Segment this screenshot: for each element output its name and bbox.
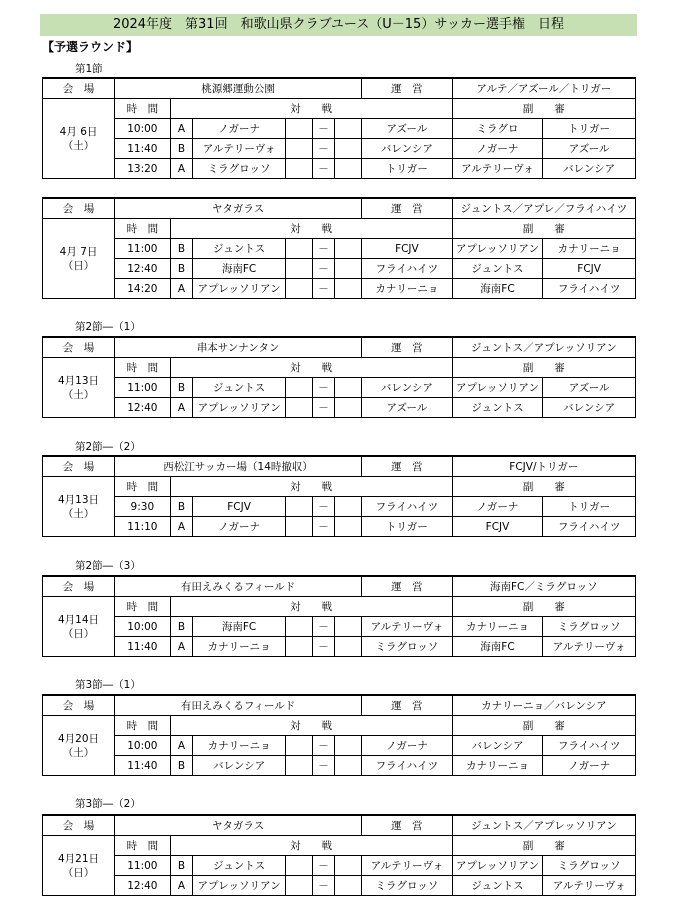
referee-1: ミラグロ	[452, 119, 543, 139]
time-header: 時 間	[115, 836, 171, 856]
versus-dash: －	[312, 497, 335, 517]
versus-dash: －	[312, 856, 335, 876]
group-label: A	[170, 119, 193, 139]
column-header-row	[43, 219, 636, 239]
management-label: 運 営	[362, 337, 453, 358]
referee-2: カナリーニョ	[543, 239, 636, 259]
referee-2: ミラグロッソ	[543, 617, 636, 637]
referee-header: 副 審	[452, 99, 635, 119]
blank-cell	[335, 617, 362, 637]
referee-1: ノガーナ	[452, 497, 543, 517]
table-row	[43, 239, 636, 259]
management-name: FCJV/トリガー	[452, 456, 635, 477]
versus-dash: －	[312, 279, 335, 299]
away-team: アズール	[362, 119, 453, 139]
blank-cell	[285, 259, 312, 279]
referee-header: 副 審	[452, 716, 635, 736]
match-time: 12:40	[115, 876, 171, 896]
versus-dash: －	[312, 378, 335, 398]
match-time: 11:40	[115, 637, 171, 657]
home-team: アプレッソリアン	[193, 398, 286, 418]
match-time: 14:20	[115, 279, 171, 299]
home-team: 海南FC	[193, 259, 286, 279]
match-header: 対 戦	[170, 477, 452, 497]
venue-name: 串本サンナンタン	[115, 337, 362, 358]
referee-2: トリガー	[543, 119, 636, 139]
away-team: フライハイツ	[362, 756, 453, 776]
venue-row	[43, 695, 636, 716]
column-header-row	[43, 597, 636, 617]
date-label: 4月14日	[58, 613, 100, 626]
table-row	[43, 856, 636, 876]
column-header-row	[43, 716, 636, 736]
blank-cell	[285, 398, 312, 418]
home-team: バレンシア	[193, 756, 286, 776]
referee-2: アズール	[543, 378, 636, 398]
group-label: B	[170, 497, 193, 517]
referee-2: ノガーナ	[543, 756, 636, 776]
management-name: アルテ／アズール／トリガー	[452, 78, 635, 99]
round-table	[42, 814, 636, 896]
management-name: カナリーニョ／バレンシア	[452, 695, 635, 716]
venue-row	[43, 576, 636, 597]
venue-name: 有田えみくるフィールド	[115, 695, 362, 716]
management-label: 運 営	[362, 78, 453, 99]
venue-name: 有田えみくるフィールド	[115, 576, 362, 597]
versus-dash: －	[312, 876, 335, 896]
away-team: フライハイツ	[362, 497, 453, 517]
blank-cell	[335, 139, 362, 159]
weekday-label: （日）	[62, 259, 95, 272]
referee-1: ジュントス	[452, 259, 543, 279]
match-header: 対 戦	[170, 358, 452, 378]
match-time: 10:00	[115, 617, 171, 637]
management-name: ジュントス／アプレッソリアン	[452, 337, 635, 358]
blank-cell	[335, 159, 362, 179]
group-label: B	[170, 756, 193, 776]
group-label: B	[170, 856, 193, 876]
group-label: A	[170, 637, 193, 657]
referee-2: フライハイツ	[543, 279, 636, 299]
match-time: 11:00	[115, 239, 171, 259]
away-team: アズール	[362, 398, 453, 418]
venue-name: 西松江サッカー場（14時撤収）	[115, 456, 362, 477]
blank-cell	[335, 637, 362, 657]
referee-1: バレンシア	[452, 736, 543, 756]
away-team: ミラグロッソ	[362, 876, 453, 896]
match-time: 12:40	[115, 398, 171, 418]
blank-cell	[335, 279, 362, 299]
referee-2: バレンシア	[543, 159, 636, 179]
referee-header: 副 審	[452, 477, 635, 497]
round-table	[42, 77, 636, 179]
venue-name: 桃源郷運動公園	[115, 78, 362, 99]
round-label: 第2節―（3）	[75, 560, 141, 572]
match-time: 12:40	[115, 259, 171, 279]
home-team: ジュントス	[193, 856, 286, 876]
round-label: 第2節―（2）	[75, 441, 141, 453]
away-team: カナリーニョ	[362, 279, 453, 299]
date-label: 4月13日	[58, 374, 100, 387]
venue-label: 会 場	[43, 576, 115, 597]
match-date	[43, 358, 115, 418]
round-label: 第1節	[75, 63, 103, 75]
table-row	[43, 159, 636, 179]
match-time: 13:20	[115, 159, 171, 179]
blank-cell	[335, 497, 362, 517]
blank-cell	[285, 239, 312, 259]
away-team: FCJV	[362, 239, 453, 259]
away-team: ミラグロッソ	[362, 637, 453, 657]
blank-cell	[335, 378, 362, 398]
group-label: B	[170, 139, 193, 159]
round-label: 第2節―（1）	[75, 321, 141, 333]
referee-2: ミラグロッソ	[543, 856, 636, 876]
table-row	[43, 736, 636, 756]
match-time: 11:40	[115, 139, 171, 159]
referee-1: アプレッソリアン	[452, 239, 543, 259]
match-time: 11:10	[115, 517, 171, 537]
away-team: バレンシア	[362, 139, 453, 159]
column-header-row	[43, 477, 636, 497]
home-team: カナリーニョ	[193, 736, 286, 756]
home-team: ミラグロッソ	[193, 159, 286, 179]
referee-1: 海南FC	[452, 637, 543, 657]
versus-dash: －	[312, 239, 335, 259]
table-row	[43, 119, 636, 139]
table-row	[43, 497, 636, 517]
venue-label: 会 場	[43, 815, 115, 836]
group-label: A	[170, 398, 193, 418]
time-header: 時 間	[115, 99, 171, 119]
match-header: 対 戦	[170, 836, 452, 856]
versus-dash: －	[312, 756, 335, 776]
group-label: A	[170, 517, 193, 537]
time-header: 時 間	[115, 716, 171, 736]
table-row	[43, 398, 636, 418]
blank-cell	[335, 398, 362, 418]
match-time: 10:00	[115, 736, 171, 756]
management-name: 海南FC／ミラグロッソ	[452, 576, 635, 597]
weekday-label: （土）	[62, 139, 95, 152]
versus-dash: －	[312, 617, 335, 637]
section-heading: 【予選ラウンド】	[42, 40, 139, 54]
versus-dash: －	[312, 119, 335, 139]
group-label: A	[170, 279, 193, 299]
away-team: ノガーナ	[362, 736, 453, 756]
table-row	[43, 517, 636, 537]
home-team: ノガーナ	[193, 517, 286, 537]
referee-1: カナリーニョ	[452, 756, 543, 776]
venue-name: ヤタガラス	[115, 198, 362, 219]
date-label: 4月13日	[58, 493, 100, 506]
referee-2: フライハイツ	[543, 736, 636, 756]
venue-row	[43, 337, 636, 358]
home-team: ジュントス	[193, 378, 286, 398]
referee-1: アプレッソリアン	[452, 856, 543, 876]
blank-cell	[335, 756, 362, 776]
round-table	[42, 197, 636, 299]
referee-1: 海南FC	[452, 279, 543, 299]
blank-cell	[335, 119, 362, 139]
column-header-row	[43, 99, 636, 119]
column-header-row	[43, 358, 636, 378]
venue-row	[43, 78, 636, 99]
match-time: 11:00	[115, 378, 171, 398]
venue-label: 会 場	[43, 456, 115, 477]
blank-cell	[285, 119, 312, 139]
referee-header: 副 審	[452, 836, 635, 856]
referee-1: ジュントス	[452, 398, 543, 418]
venue-label: 会 場	[43, 337, 115, 358]
venue-row	[43, 815, 636, 836]
referee-header: 副 審	[452, 358, 635, 378]
management-name: ジュントス／アプレ／フライハイツ	[452, 198, 635, 219]
date-label: 4月21日	[58, 852, 100, 865]
away-team: アルテリーヴォ	[362, 617, 453, 637]
time-header: 時 間	[115, 219, 171, 239]
weekday-label: （土）	[62, 507, 95, 520]
page-title: 2024年度 第31回 和歌山県クラブユース（U－15）サッカー選手権 日程	[40, 14, 637, 36]
referee-1: アプレッソリアン	[452, 378, 543, 398]
table-row	[43, 378, 636, 398]
date-label: 4月20日	[58, 732, 100, 745]
home-team: 海南FC	[193, 617, 286, 637]
referee-1: カナリーニョ	[452, 617, 543, 637]
match-header: 対 戦	[170, 99, 452, 119]
match-date	[43, 219, 115, 299]
blank-cell	[285, 378, 312, 398]
group-label: B	[170, 617, 193, 637]
weekday-label: （日）	[62, 866, 95, 879]
column-header-row	[43, 836, 636, 856]
venue-name: ヤタガラス	[115, 815, 362, 836]
time-header: 時 間	[115, 477, 171, 497]
referee-2: フライハイツ	[543, 517, 636, 537]
management-label: 運 営	[362, 198, 453, 219]
match-date	[43, 716, 115, 776]
versus-dash: －	[312, 398, 335, 418]
blank-cell	[285, 856, 312, 876]
referee-header: 副 審	[452, 219, 635, 239]
date-label: 4月 7日	[59, 245, 98, 258]
group-label: A	[170, 736, 193, 756]
blank-cell	[285, 876, 312, 896]
round-table	[42, 336, 636, 418]
venue-label: 会 場	[43, 78, 115, 99]
match-time: 9:30	[115, 497, 171, 517]
round-table	[42, 694, 636, 776]
blank-cell	[285, 159, 312, 179]
group-label: A	[170, 876, 193, 896]
table-row	[43, 756, 636, 776]
weekday-label: （土）	[62, 388, 95, 401]
management-label: 運 営	[362, 456, 453, 477]
home-team: アプレッソリアン	[193, 279, 286, 299]
away-team: トリガー	[362, 517, 453, 537]
referee-header: 副 審	[452, 597, 635, 617]
away-team: アルテリーヴォ	[362, 856, 453, 876]
management-label: 運 営	[362, 815, 453, 836]
blank-cell	[285, 637, 312, 657]
blank-cell	[335, 856, 362, 876]
round-label: 第3節―（2）	[75, 798, 141, 810]
time-header: 時 間	[115, 597, 171, 617]
versus-dash: －	[312, 139, 335, 159]
weekday-label: （日）	[62, 627, 95, 640]
home-team: アルテリーヴォ	[193, 139, 286, 159]
blank-cell	[285, 497, 312, 517]
blank-cell	[285, 279, 312, 299]
blank-cell	[335, 239, 362, 259]
away-team: フライハイツ	[362, 259, 453, 279]
versus-dash: －	[312, 159, 335, 179]
home-team: ジュントス	[193, 239, 286, 259]
table-row	[43, 279, 636, 299]
table-row	[43, 637, 636, 657]
match-header: 対 戦	[170, 597, 452, 617]
management-label: 運 営	[362, 576, 453, 597]
blank-cell	[335, 517, 362, 537]
referee-2: アルテリーヴォ	[543, 876, 636, 896]
blank-cell	[285, 139, 312, 159]
round-table	[42, 575, 636, 657]
blank-cell	[335, 876, 362, 896]
table-row	[43, 876, 636, 896]
blank-cell	[285, 756, 312, 776]
blank-cell	[335, 259, 362, 279]
venue-row	[43, 198, 636, 219]
date-label: 4月 6日	[59, 125, 98, 138]
round-table	[42, 455, 636, 537]
blank-cell	[285, 517, 312, 537]
table-row	[43, 139, 636, 159]
home-team: FCJV	[193, 497, 286, 517]
versus-dash: －	[312, 517, 335, 537]
group-label: B	[170, 239, 193, 259]
match-date	[43, 597, 115, 657]
blank-cell	[285, 736, 312, 756]
away-team: バレンシア	[362, 378, 453, 398]
group-label: B	[170, 378, 193, 398]
match-time: 10:00	[115, 119, 171, 139]
match-time: 11:00	[115, 856, 171, 876]
away-team: トリガー	[362, 159, 453, 179]
match-date	[43, 477, 115, 537]
referee-1: アルテリーヴォ	[452, 159, 543, 179]
versus-dash: －	[312, 259, 335, 279]
match-header: 対 戦	[170, 716, 452, 736]
table-row	[43, 617, 636, 637]
referee-2: アズール	[543, 139, 636, 159]
blank-cell	[285, 617, 312, 637]
versus-dash: －	[312, 637, 335, 657]
home-team: カナリーニョ	[193, 637, 286, 657]
match-date	[43, 836, 115, 896]
versus-dash: －	[312, 736, 335, 756]
referee-1: ノガーナ	[452, 139, 543, 159]
venue-label: 会 場	[43, 695, 115, 716]
home-team: ノガーナ	[193, 119, 286, 139]
blank-cell	[335, 736, 362, 756]
weekday-label: （土）	[62, 746, 95, 759]
referee-2: バレンシア	[543, 398, 636, 418]
table-row	[43, 259, 636, 279]
match-date	[43, 99, 115, 179]
referee-1: ジュントス	[452, 876, 543, 896]
group-label: A	[170, 159, 193, 179]
venue-label: 会 場	[43, 198, 115, 219]
group-label: B	[170, 259, 193, 279]
management-name: ジュントス／アプレッソリアン	[452, 815, 635, 836]
round-label: 第3節―（1）	[75, 679, 141, 691]
referee-1: FCJV	[452, 517, 543, 537]
match-time: 11:40	[115, 756, 171, 776]
match-header: 対 戦	[170, 219, 452, 239]
venue-row	[43, 456, 636, 477]
home-team: アプレッソリアン	[193, 876, 286, 896]
time-header: 時 間	[115, 358, 171, 378]
referee-2: FCJV	[543, 259, 636, 279]
referee-2: トリガー	[543, 497, 636, 517]
management-label: 運 営	[362, 695, 453, 716]
referee-2: アルテリーヴォ	[543, 637, 636, 657]
